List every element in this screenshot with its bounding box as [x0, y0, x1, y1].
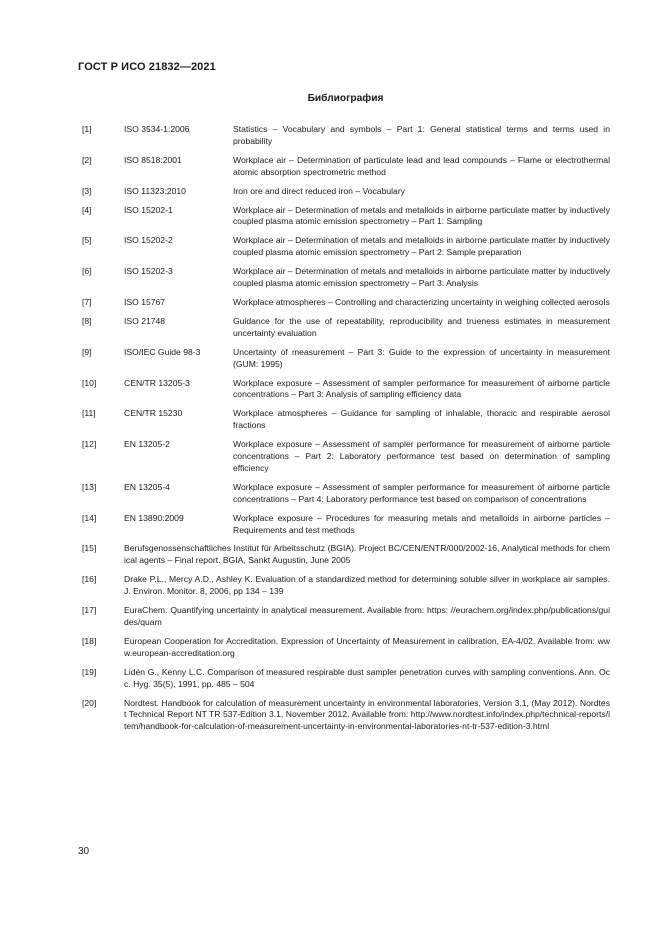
reference-entry	[82, 574, 610, 598]
entry-number: [13]	[82, 481, 97, 492]
standard-code: CEN/TR 13205-3	[124, 377, 190, 388]
standard-description: Workplace air – Determination of metals and metalloids in airborne particulate matter by inductively coupled plasma atomic emission spectrometry – Part 2: Sample preparation	[233, 235, 610, 258]
reference-text: EuraChem. Quantifying uncertainty in analytical measurement. Available from: https: //eurachem.org/index.php/publications/guides/quam	[124, 605, 610, 627]
entry-number: [14]	[82, 512, 97, 523]
bibliography-entry	[82, 316, 610, 340]
standard-code: EN 13205-4	[124, 481, 170, 492]
entry-number: [17]	[82, 605, 97, 616]
standard-description: Workplace exposure – Assessment of sampler performance for measurement of airborne particle concentrations – Part 2: Laboratory performance test based on determination of sampling efficiency	[233, 439, 610, 473]
entry-number: [10]	[82, 377, 97, 388]
entry-number: [18]	[82, 635, 97, 646]
document-header: ГОСТ Р ИСО 21832—2021	[78, 61, 216, 73]
standard-code: ISO 8518:2001	[124, 154, 182, 165]
entry-number: [11]	[82, 408, 96, 419]
standard-description: Workplace atmospheres – Controlling and characterizing uncertainty in weighing collected aerosols	[233, 296, 610, 307]
bibliography-title: Библиография	[307, 93, 384, 104]
bibliography-entry	[82, 205, 610, 229]
bibliography-entry	[82, 124, 610, 148]
reference-entry	[82, 605, 610, 629]
entry-number: [6]	[82, 266, 92, 277]
bibliography-entry	[82, 378, 610, 402]
standard-code: ISO/IEC Guide 98-3	[124, 346, 201, 357]
bibliography-entry	[82, 297, 610, 309]
reference-text: Nordtest. Handbook for calculation of measurement uncertainty in environmental laboratories, Version 3.1, (May 2012). Nordtest Technical Report NT TR 537-Edition 3.1, November 2012. Available from: http://www.nordtest.info/index.php/technical-reports/item/handbook-for-calculation-of-measurement-uncertainty-in-environmental-laboratories-nt-tr-537-edition-3.html	[124, 697, 610, 732]
reference-entry	[82, 698, 610, 734]
standard-code: ISO 15767	[124, 296, 166, 307]
reference-entry	[82, 667, 610, 691]
standard-code: ISO 15202-3	[124, 266, 173, 277]
standard-description: Workplace exposure – Procedures for measuring metals and metalloids in airborne particles – Requirements and test methods	[233, 512, 610, 535]
entry-number: [8]	[82, 315, 92, 326]
standard-code: EN 13205-2	[124, 439, 170, 450]
entry-number: [19]	[82, 666, 97, 677]
entry-number: [15]	[82, 543, 97, 554]
standard-code: ISO 3534-1:2006	[124, 124, 190, 134]
bibliography-entry	[82, 439, 610, 475]
standard-description: Workplace air – Determination of metals and metalloids in airborne particulate matter by inductively coupled plasma atomic emission spectrometry – Part 1: Sampling	[233, 204, 610, 227]
bibliography-entry	[82, 513, 610, 537]
entry-number: [3]	[82, 185, 92, 196]
bibliography-entry	[82, 155, 610, 179]
standard-description: Workplace air – Determination of particulate lead and lead compounds – Flame or electrothermal atomic absorption spectrometric method	[233, 154, 610, 177]
entry-number: [2]	[82, 154, 92, 165]
reference-text: Lidén G., Kenny L.C. Comparison of measured respirable dust sampler penetration curves with sampling conventions. Ann. Occ. Hyg. 35(5), 1991, pp. 485 – 504	[124, 666, 610, 689]
bibliography-entry	[82, 482, 610, 506]
bibliography-entry	[82, 266, 610, 290]
standard-description: Workplace exposure – Assessment of sampler performance for measurement of airborne particle concentrations – Part 3: Analysis of sampling efficiency data	[233, 377, 610, 400]
entry-number: [16]	[82, 574, 97, 585]
bibliography-entry	[82, 408, 610, 432]
standard-code: EN 13890:2009	[124, 512, 184, 523]
standard-description: Workplace air – Determination of metals and metalloids in airborne particulate matter by inductively coupled plasma atomic emission spectrometry – Part 3: Analysis	[233, 266, 610, 289]
standard-description: Statistics – Vocabulary and symbols – Part 1: General statistical terms and terms used in probability	[233, 124, 610, 146]
bibliography-entry	[82, 347, 610, 371]
standard-description: Iron ore and direct reduced iron – Vocabulary	[233, 185, 405, 196]
standard-description: Guidance for the use of repeatability, reproducibility and trueness estimates in measurement uncertainty evaluation	[233, 315, 610, 338]
reference-text: Drake P.L., Mercy A.D., Ashley K. Evaluation of a standardized method for determining soluble silver in workplace air samples. J. Environ. Monitor. 8, 2006, pp 134 – 139	[124, 574, 610, 597]
bibliography-entry	[82, 235, 610, 259]
standard-code: ISO 15202-2	[124, 235, 173, 246]
entry-number: [20]	[82, 697, 97, 708]
standard-code: CEN/TR 15230	[124, 408, 183, 419]
standard-description: Uncertainty of measurement – Part 3: Guide to the expression of uncertainty in measurement (GUM: 1995)	[233, 346, 610, 369]
standard-description: Workplace exposure – Assessment of sampler performance for measurement of airborne particle concentrations – Part 4: Laboratory performance test based on comparison of concentrations	[233, 481, 610, 504]
reference-entry	[82, 543, 610, 567]
bibliography-entry	[82, 186, 610, 198]
standard-code: ISO 21748	[124, 315, 166, 326]
reference-text: Berufsgenossenschaftliches Institut für Arbeitsschutz (BGIA). Project BC/CEN/ENTR/000/2002-16, Analytical methods for chemical agents – Final report. BGIA, Sankt Augustin, June 2005	[124, 543, 610, 566]
entry-number: [4]	[82, 204, 92, 215]
reference-entry	[82, 636, 610, 660]
standard-code: ISO 11323:2010	[124, 185, 186, 196]
entry-number: [7]	[82, 296, 92, 307]
standard-code: ISO 15202-1	[124, 204, 173, 215]
entry-number: [1]	[82, 124, 92, 134]
entry-number: [12]	[82, 439, 97, 450]
bibliography-list	[82, 124, 610, 740]
standard-description: Workplace atmospheres – Guidance for sampling of inhalable, thoracic and respirable aerosol fractions	[233, 408, 610, 431]
reference-text: European Cooperation for Accreditation. Expression of Uncertainty of Measurement in calibration, EA-4/02. Available from: www.european-accreditation.org	[124, 635, 610, 658]
entry-number: [9]	[82, 346, 92, 357]
entry-number: [5]	[82, 235, 92, 246]
page-number: 30	[78, 846, 90, 857]
